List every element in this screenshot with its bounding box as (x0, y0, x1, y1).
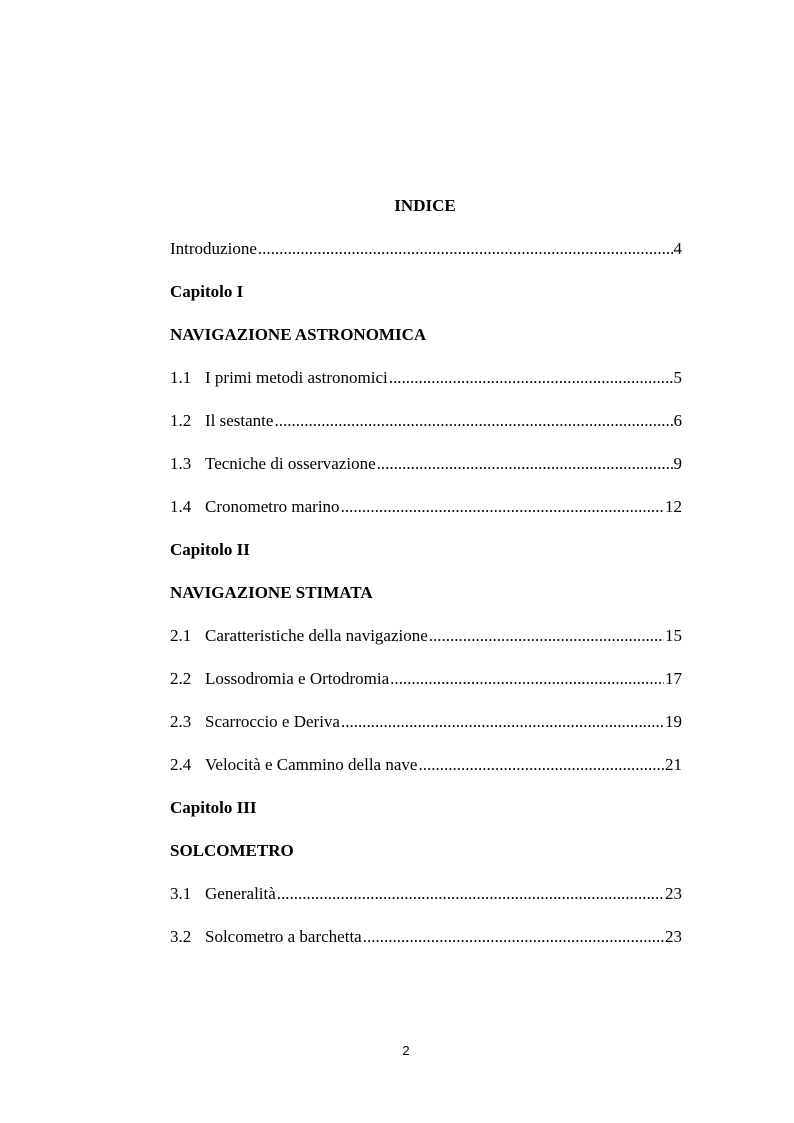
toc-entry-2-2[interactable] (170, 669, 682, 712)
toc-entry-page: 15 (665, 626, 682, 645)
toc-leader-dots (389, 368, 673, 388)
toc-entry-page: 19 (665, 712, 682, 731)
toc-entry-page: 6 (673, 411, 682, 430)
page-number: 2 (402, 1043, 410, 1058)
toc-entry-number: 1.3 (170, 454, 192, 473)
toc-entry-page: 23 (665, 884, 682, 903)
toc-entry-page: 12 (665, 497, 682, 516)
toc-entry-number: 1.4 (170, 497, 192, 516)
toc-entry-label: Il sestante (205, 411, 274, 430)
toc-entry-label: Cronometro marino (205, 497, 340, 516)
toc-leader-dots (429, 626, 664, 646)
chapter-3-title: SOLCOMETRO (170, 841, 294, 860)
toc-entry-page: 21 (665, 755, 682, 774)
chapter-1-title: NAVIGAZIONE ASTRONOMICA (170, 325, 427, 344)
toc-leader-dots (363, 927, 664, 947)
toc-leader-dots (418, 755, 664, 775)
toc-entry-label: Velocità e Cammino della nave (205, 755, 418, 774)
toc-entry-number: 2.3 (170, 712, 192, 731)
toc-leader-dots (341, 497, 664, 517)
toc-entry-1-2[interactable] (170, 411, 682, 454)
toc-entry-1-1[interactable] (170, 368, 682, 411)
toc-entry-2-1[interactable] (170, 626, 682, 669)
toc-entry-label: Lossodromia e Ortodromia (205, 669, 390, 688)
toc-leader-dots (277, 884, 664, 904)
toc-entry-introduzione[interactable] (170, 239, 682, 282)
toc-entry-page: 17 (665, 669, 682, 688)
toc-entry-2-3[interactable] (170, 712, 682, 755)
table-of-contents (170, 239, 682, 970)
toc-entry-page: 9 (673, 454, 682, 473)
toc-entry-3-2[interactable] (170, 927, 682, 970)
toc-entry-2-4[interactable] (170, 755, 682, 798)
toc-title: INDICE (394, 196, 456, 215)
toc-entry-label: Introduzione (170, 239, 257, 258)
toc-entry-number: 1.2 (170, 411, 192, 430)
toc-leader-dots (341, 712, 664, 732)
toc-entry-3-1[interactable] (170, 884, 682, 927)
chapter-2-title: NAVIGAZIONE STIMATA (170, 583, 373, 602)
toc-entry-label: I primi metodi astronomici (205, 368, 388, 387)
chapter-1-heading: Capitolo I (170, 282, 244, 301)
toc-entry-label: Scarroccio e Deriva (205, 712, 340, 731)
toc-leader-dots (258, 239, 673, 259)
toc-entry-page: 23 (665, 927, 682, 946)
toc-leader-dots (377, 454, 673, 474)
toc-entry-1-3[interactable] (170, 454, 682, 497)
toc-leader-dots (390, 669, 664, 689)
toc-entry-number: 3.2 (170, 927, 192, 946)
toc-entry-1-4[interactable] (170, 497, 682, 540)
chapter-3-heading: Capitolo III (170, 798, 257, 817)
toc-entry-label: Caratteristiche della navigazione (205, 626, 428, 645)
toc-entry-label: Solcometro a barchetta (205, 927, 362, 946)
toc-entry-number: 2.4 (170, 755, 192, 774)
toc-entry-label: Tecniche di osservazione (205, 454, 376, 473)
toc-entry-number: 2.1 (170, 626, 192, 645)
toc-leader-dots (274, 411, 672, 431)
toc-entry-number: 2.2 (170, 669, 192, 688)
toc-entry-number: 3.1 (170, 884, 192, 903)
chapter-2-heading: Capitolo II (170, 540, 250, 559)
toc-entry-number: 1.1 (170, 368, 192, 387)
toc-entry-page: 5 (673, 368, 682, 387)
toc-entry-label: Generalità (205, 884, 276, 903)
toc-entry-page: 4 (673, 239, 682, 258)
